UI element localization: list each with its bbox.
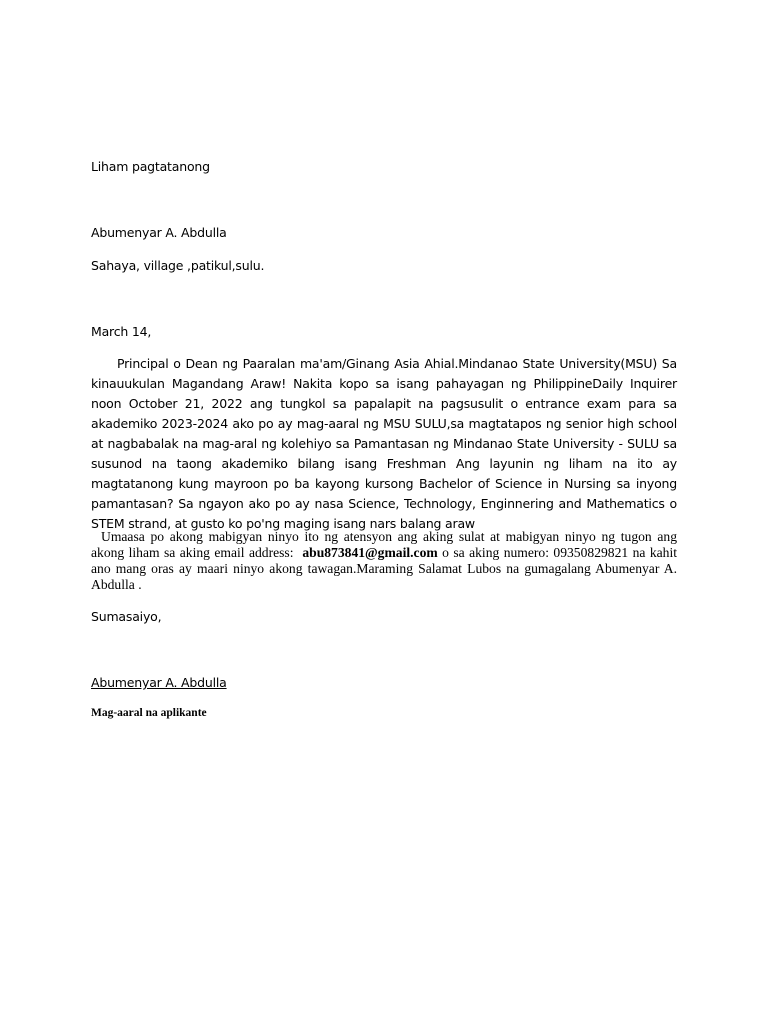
letter-date: March 14, xyxy=(91,324,152,339)
letter-heading: Liham pagtatanong xyxy=(91,159,210,174)
paragraph-2-text-after: o sa aking numero: 09350829821 na kahit ano mang oras ay maari ninyo akong tawagan.Maraming Salamat Lubos na gumagalang Abumenyar A. Abdulla . xyxy=(91,545,678,592)
body-paragraph-2 xyxy=(91,529,677,593)
sender-name: Abumenyar A. Abdulla xyxy=(91,225,227,240)
paragraph-2-text-before: Umaasa po akong mabigyan ninyo ito ng atensyon ang aking sulat at mabigyan ninyo ng tugon ang akong liham sa aking email address: xyxy=(91,529,677,560)
email-address: abu873841@gmail.com xyxy=(302,545,438,560)
signature-name: Abumenyar A. Abdulla xyxy=(91,675,227,690)
signature-title: Mag-aaral na aplikante xyxy=(91,707,207,719)
closing: Sumasaiyo, xyxy=(91,609,162,624)
body-paragraph-1: Principal o Dean ng Paaralan ma'am/Ginang Asia Ahial.Mindanao State University(MSU) Sa kinauukulan Magandang Araw! Nakita kopo sa isang pahayagan ng PhilippineDaily Inquirer noon October 21, 2022 ang tungkol sa papalapit na pagsusulit o entrance exam para sa akademiko 2023-2024 ako po ay mag-aaral ng MSU SULU,sa magtatapos ng senior high school at nagbabalak na mag-aral ng kolehiyo sa Pamantasan ng Mindanao State University - SULU sa susunod na taong akademiko bilang isang Freshman Ang layunin ng liham na ito ay magtatanong kung mayroon po ba kayong kursong Bachelor of Science in Nursing sa inyong pamantasan? Sa ngayon ako po ay nasa Science, Technology, Enginnering and Mathematics o STEM strand, at gusto ko po'ng maging isang nars balang araw xyxy=(91,356,677,531)
sender-address: Sahaya, village ,patikul,sulu. xyxy=(91,258,265,273)
